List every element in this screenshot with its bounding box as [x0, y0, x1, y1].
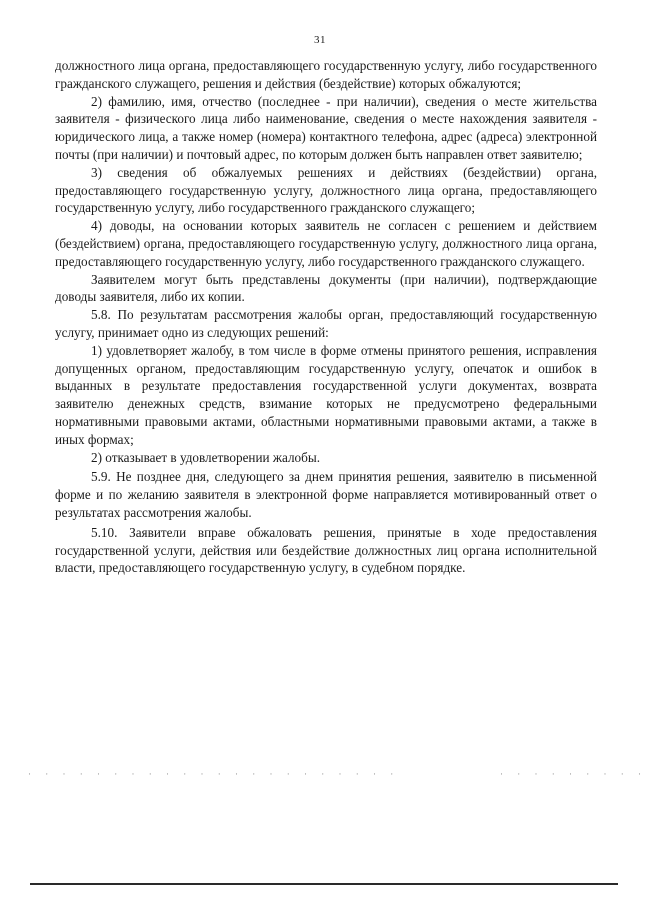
paragraph-item-2: 2) фамилию, имя, отчество (последнее - при наличии), сведения о месте жительства заявителя - физического лица либо наименование, сведения о месте нахождения заявителя - юридического лица, а также номер (номера) контактного телефона, адрес (адреса) электронной почты (при наличии) и почтовый адрес, по которым должен быть направлен ответ заявителю; [55, 93, 597, 162]
paragraph-decision-1: 1) удовлетворяет жалобу, в том числе в форме отмены принятого решения, исправления допущенных органом, предоставляющим государственную услугу, опечаток и ошибок в выданных в результате предоставления государственной услуги документах, возврата заявителю денежных средств, взимание которых не предусмотрено федеральными нормативными правовыми актами, областными нормативными правовыми актами, а также в иных формах; [55, 342, 597, 447]
paragraph-5-8: 5.8. По результатам рассмотрения жалобы орган, предоставляющий государственную услугу, принимает одно из следующих решений: [55, 307, 597, 340]
paragraph-5-10: 5.10. Заявители вправе обжаловать решения, принятые в ходе предоставления государственной услуги, действия или бездействие должностных лиц органа исполнительной власти, предоставляющего государственную услугу, в судебном порядке. [55, 524, 597, 576]
paragraph-item-4: 4) доводы, на основании которых заявитель не согласен с решением и действием (бездействием) органа, предоставляющего государственную услугу, должностного лица органа, предоставляющего государственную услугу, либо государственного гражданского служащего. [55, 218, 597, 269]
paragraph-item-3: 3) сведения об обжалуемых решениях и действиях (бездействии) органа, предоставляющего государственную услугу, должностного лица органа, предоставляющего государственную услугу, либо государственного гражданского служащего; [55, 164, 597, 216]
paragraph-decision-2: 2) отказывает в удовлетворении жалобы. [91, 449, 321, 465]
paragraph-continuation: должностного лица органа, предоставляющего государственную услугу, либо государственного гражданского служащего, решения и действия (бездействие) которых обжалуются; [55, 58, 597, 91]
document-body [55, 57, 597, 577]
paragraph-documents: Заявителем могут быть представлены документы (при наличии), подтверждающие доводы заявителя, либо их копии. [55, 271, 597, 305]
page-number: 31 [314, 34, 326, 46]
scan-artifact-dots: · · · · · · · · · · · · · · · · · · · · · · [28, 769, 400, 779]
bottom-rule [30, 883, 618, 885]
scan-artifact-dots: · · · · · · · · · [500, 769, 647, 779]
paragraph-5-9: 5.9. Не позднее дня, следующего за днем принятия решения, заявителю в письменной форме и по желанию заявителя в электронной форме направляется мотивированный ответ о результатах рассмотрения жалобы. [55, 469, 597, 520]
